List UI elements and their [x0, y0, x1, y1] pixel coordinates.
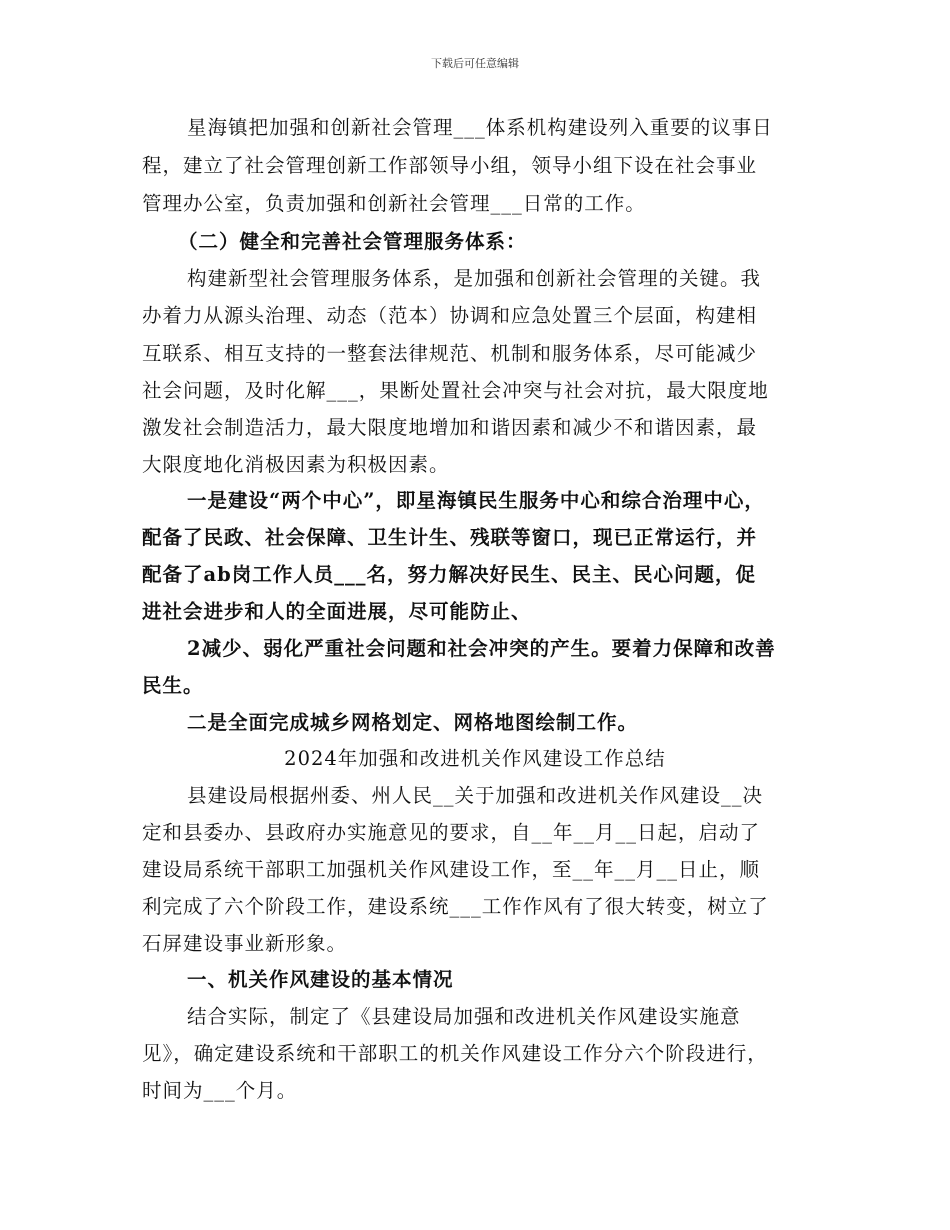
paragraph-line: 办着力从源头治理、动态（范本）协调和应急处置三个层面，构建相	[142, 304, 758, 327]
bold-paragraph-line: 配备了民政、社会保障、卫生计生、残联等窗口，现已正常运行，并	[142, 526, 758, 549]
paragraph-line: 激发社会制造活力，最大限度地增加和谐因素和减少不和谐因素，最	[142, 416, 758, 439]
paragraph-line: 互联系、相互支持的一整套法律规范、机制和服务体系，尽可能减少	[142, 342, 758, 365]
bold-paragraph-line: 一是建设“两个中心”，即星海镇民生服务中心和综合治理中心，	[187, 489, 765, 512]
paragraph-line: 建设局系统干部职工加强机关作风建设工作，至__年__月__日止，顺	[142, 858, 761, 881]
bold-paragraph-line: 二是全面完成城乡网格划定、网格地图绘制工作。	[187, 711, 639, 734]
paragraph-line: 石屏建设事业新形象。	[142, 932, 348, 955]
paragraph-line: 管理办公室，负责加强和创新社会管理___日常的工作。	[142, 192, 646, 215]
paragraph-line: 时间为___个月。	[142, 1079, 298, 1102]
paragraph-line: 见》，确定建设系统和干部职工的机关作风建设工作分六个阶段进行，	[142, 1042, 768, 1065]
document-title: 2024年加强和改进机关作风建设工作总结	[284, 747, 666, 770]
paragraph-line: 县建设局根据州委、州人民__关于加强和改进机关作风建设__决	[187, 784, 764, 807]
section-heading: （二）健全和完善社会管理服务体系：	[178, 230, 527, 253]
paragraph-line: 星海镇把加强和创新社会管理___体系机构建设列入重要的议事日	[187, 116, 773, 139]
paragraph-line: 结合实际，制定了《县建设局加强和改进机关作风建设实施意	[187, 1005, 741, 1028]
paragraph-line: 利完成了六个阶段工作，建设系统___工作作风有了很大转变，树立了	[142, 895, 769, 918]
paragraph-line: 大限度地化消极因素为积极因素。	[142, 453, 450, 476]
page-header-note: 下载后可任意编辑	[431, 57, 519, 70]
bold-paragraph-line: 2减少、弱化严重社会问题和社会冲突的产生。要着力保障和改善	[187, 637, 776, 660]
paragraph-line: 社会问题，及时化解___，果断处置社会冲突与社会对抗，最大限度地	[142, 379, 769, 402]
paragraph-line: 构建新型社会管理服务体系，是加强和创新社会管理的关键。我	[187, 267, 762, 290]
paragraph-line: 定和县委办、县政府办实施意见的要求，自__年__月__日起，启动了	[142, 821, 761, 844]
bold-paragraph-line: 进社会进步和人的全面进展，尽可能防止、	[142, 600, 532, 623]
section-heading: 一、机关作风建设的基本情况	[187, 968, 454, 991]
bold-paragraph-line: 配备了ab岗工作人员___名，努力解决好民生、民主、民心问题，促	[142, 563, 757, 586]
paragraph-line: 程，建立了社会管理创新工作部领导小组，领导小组下设在社会事业	[142, 154, 758, 177]
bold-paragraph-line: 民生。	[142, 674, 204, 697]
